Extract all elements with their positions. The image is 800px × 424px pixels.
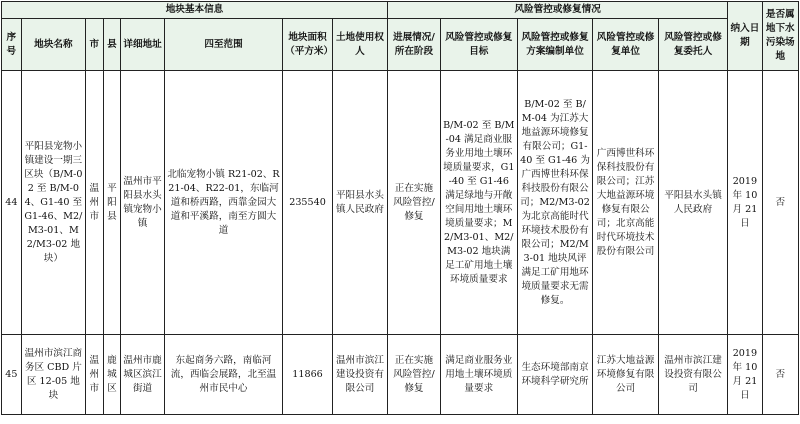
cell-client: 温州市滨江建设投资有限公司 bbox=[658, 335, 728, 415]
header-city: 市 bbox=[86, 19, 104, 71]
cell-city: 温州市 bbox=[86, 71, 104, 335]
cell-address: 温州市鹿城区滨江街道 bbox=[121, 335, 165, 415]
cell-seq: 44 bbox=[2, 71, 22, 335]
cell-bounds: 东起商务六路，南临河流，西临会展路，北至温州市民中心 bbox=[164, 335, 282, 415]
header-progress: 进展情况/所在阶段 bbox=[387, 19, 440, 71]
cell-county: 平阳县 bbox=[103, 71, 121, 335]
header-column-row bbox=[2, 19, 799, 71]
header-group-row bbox=[2, 2, 799, 19]
cell-date: 2019 年 10 月 21 日 bbox=[728, 71, 762, 335]
header-seq: 序号 bbox=[2, 19, 22, 71]
cell-pollution: 否 bbox=[762, 335, 798, 415]
cell-date: 2019 年 10 月 21 日 bbox=[728, 335, 762, 415]
cell-owner: 温州市滨江建设投资有限公司 bbox=[332, 335, 387, 415]
cell-goal: B/M-02 至 B/M-04 满足商业服务业用地土壤环境质量要求，G1-40 至 G1-46 满足绿地与开敞空间用地土壤环境质量要求；M2/M3-01、M2/M3-02 地块满足工矿用地土壤环境质量要求 bbox=[440, 71, 517, 335]
header-owner: 土地使用权人 bbox=[332, 19, 387, 71]
header-plan-unit: 风险管控或修复方案编制单位 bbox=[517, 19, 593, 71]
header-client: 风险管控或修复委托人 bbox=[658, 19, 728, 71]
cell-plan-unit: B/M-02 至 B/M-04 为江苏大地益源环境修复有限公司；G1-40 至 G1-46 为广西博世科环保科技股份有限公司；M2/M3-02 为北京高能时代环境技术股份有限公司；M2/M3-01 地块风评满足工矿用地环境质量要求无需修复。 bbox=[517, 71, 593, 335]
cell-progress: 正在实施风险管控/修复 bbox=[387, 71, 440, 335]
contaminated-site-table bbox=[1, 1, 799, 415]
cell-pollution: 否 bbox=[762, 71, 798, 335]
group-header-basic-info: 地块基本信息 bbox=[2, 2, 388, 19]
group-header-risk-control: 风险管控或修复情况 bbox=[387, 2, 727, 19]
cell-name: 平阳县宠物小镇建设一期三区块（B/M-02 至 B/M-04、G1-40 至 G1-46、M2/M3-01、M2/M3-02 地块） bbox=[21, 71, 85, 335]
cell-plan-unit: 生态环境部南京环境科学研究所 bbox=[517, 335, 593, 415]
cell-bounds: 北临宠物小镇 R21-02、R21-04、R22-01，东临河道和桥西路，西靠金园大道和平溪路，南至方圆大道 bbox=[164, 71, 282, 335]
header-date: 纳入日期 bbox=[728, 2, 762, 71]
cell-client: 平阳县水头镇人民政府 bbox=[658, 71, 728, 335]
cell-progress: 正在实施风险管控/修复 bbox=[387, 335, 440, 415]
header-groundwater-pollution: 是否属地下水污染场地 bbox=[762, 2, 798, 71]
cell-owner: 平阳县水头镇人民政府 bbox=[332, 71, 387, 335]
header-goal: 风险管控或修复目标 bbox=[440, 19, 517, 71]
table-row bbox=[2, 335, 799, 415]
header-area: 地块面积（平方米） bbox=[283, 19, 333, 71]
cell-exec-unit: 江苏大地益源环境修复有限公司 bbox=[593, 335, 658, 415]
cell-area: 11866 bbox=[283, 335, 333, 415]
cell-county: 鹿城区 bbox=[103, 335, 121, 415]
table-row bbox=[2, 71, 799, 335]
cell-name: 温州市滨江商务区 CBD 片区 12-05 地块 bbox=[21, 335, 85, 415]
header-name: 地块名称 bbox=[21, 19, 85, 71]
header-county: 县 bbox=[103, 19, 121, 71]
header-exec-unit: 风险管控或修复单位 bbox=[593, 19, 658, 71]
cell-exec-unit: 广西博世科环保科技股份有限公司；江苏大地益源环境修复有限公司；北京高能时代环境技术股份有限公司 bbox=[593, 71, 658, 335]
cell-goal: 满足商业服务业用地土壤环境质量要求 bbox=[440, 335, 517, 415]
cell-city: 温州市 bbox=[86, 335, 104, 415]
cell-address: 温州市平阳县水头镇宠物小镇 bbox=[121, 71, 165, 335]
header-address: 详细地址 bbox=[121, 19, 165, 71]
header-bounds: 四至范围 bbox=[164, 19, 282, 71]
cell-area: 235540 bbox=[283, 71, 333, 335]
cell-seq: 45 bbox=[2, 335, 22, 415]
